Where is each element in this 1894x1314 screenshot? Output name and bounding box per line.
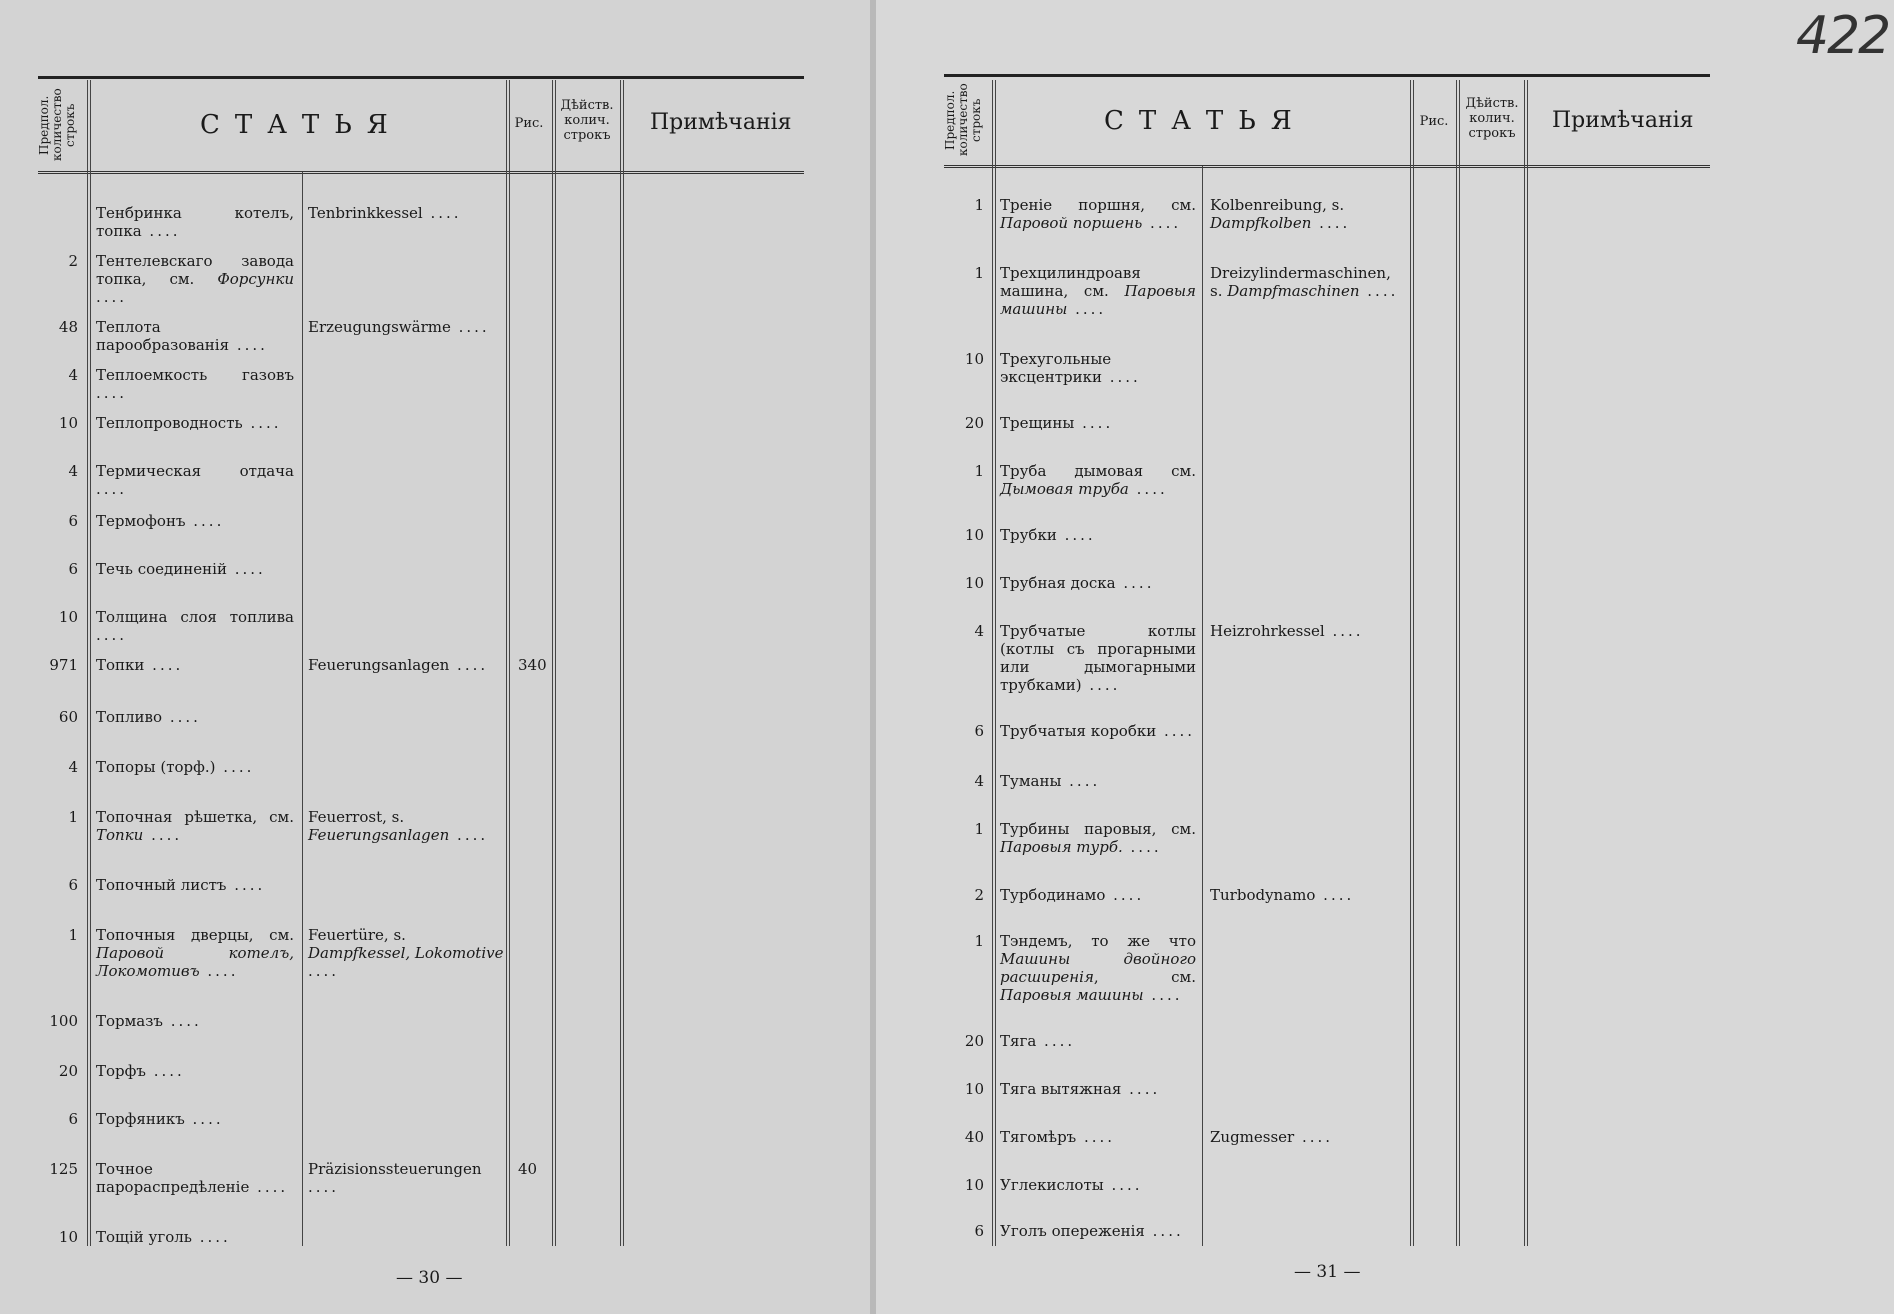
- row-article: [96, 560, 294, 578]
- row-count: 2: [974, 886, 984, 904]
- row-count: 10: [964, 1176, 984, 1194]
- row-article: [1000, 772, 1196, 790]
- german-text: Zugmesser: [1210, 1128, 1295, 1146]
- row-german: [1210, 886, 1406, 904]
- article-text: Уголъ опереженія: [1000, 1222, 1145, 1240]
- row-count: 40: [964, 1128, 984, 1146]
- row-article: [1000, 1032, 1196, 1050]
- row-article: [1000, 196, 1196, 232]
- right-header-qty: Предпол. количество строкъ: [943, 83, 983, 157]
- article-text: Толщина слоя топлива: [96, 608, 294, 626]
- article-text: Теплота парообразованія: [96, 318, 230, 354]
- row-article: [1000, 1128, 1196, 1146]
- article-text: Топливо: [96, 708, 163, 726]
- german-text: Präzisionssteuerungen: [308, 1160, 482, 1178]
- handwritten-page-number: 422: [1796, 6, 1890, 66]
- row-count: 1: [974, 264, 984, 282]
- right-page-number: — 31 —: [1294, 1262, 1361, 1282]
- article-text: Теплопроводность: [96, 414, 243, 432]
- left-top-rule: [38, 76, 804, 79]
- leader-dots: ....: [1076, 1128, 1116, 1146]
- row-count: 125: [49, 1160, 78, 1178]
- right-top-rule: [944, 74, 1710, 77]
- article-text: Точное парораспредѣленіе: [96, 1160, 250, 1196]
- article-text: Треніе поршня, см.: [1000, 196, 1196, 214]
- article-text: Трехцилиндроавя машина, см.: [1000, 264, 1141, 300]
- row-article: [96, 1012, 294, 1030]
- row-article: [1000, 886, 1196, 904]
- leader-dots: ....: [450, 318, 490, 336]
- row-count: 4: [68, 758, 78, 776]
- article-reference: Паровой поршень: [1000, 214, 1143, 232]
- article-text: Топочная рѣшетка, см.: [96, 808, 294, 826]
- article-text: Углекислоты: [1000, 1176, 1104, 1194]
- leader-dots: ....: [185, 512, 225, 530]
- left-header-actual: Дѣйств. колич. строкъ: [560, 98, 614, 143]
- row-german: [308, 1160, 504, 1196]
- row-article: [96, 1160, 294, 1196]
- row-article: [1000, 414, 1196, 432]
- leader-dots: ....: [145, 1062, 185, 1080]
- article-text: Тяга: [1000, 1032, 1037, 1050]
- row-article: [1000, 574, 1196, 592]
- leader-dots: ....: [1081, 676, 1121, 694]
- row-article: [96, 656, 294, 674]
- right-vline-actual: [1456, 80, 1460, 1246]
- leader-dots: ....: [1115, 574, 1155, 592]
- left-vline-german: [302, 172, 303, 1246]
- row-count: 1: [974, 820, 984, 838]
- article-text: Топоры (торф.): [96, 758, 216, 776]
- row-article: [1000, 1176, 1196, 1194]
- german-text: Feuerungsanlagen: [308, 656, 450, 674]
- article-reference: Паровыя турб.: [1000, 838, 1123, 856]
- row-count: 6: [68, 560, 78, 578]
- leader-dots: ....: [422, 204, 462, 222]
- leader-dots: ....: [308, 962, 340, 980]
- row-german: [1210, 196, 1406, 232]
- row-count: 60: [58, 708, 78, 726]
- row-article: [1000, 264, 1196, 318]
- row-article: [96, 876, 294, 894]
- leader-dots: ....: [1315, 886, 1355, 904]
- row-count: 10: [58, 1228, 78, 1246]
- german-text: Dreizylindermaschinen, s.: [1210, 264, 1391, 300]
- article-reference: Машины двойного расширенія: [1000, 950, 1196, 986]
- row-article: [96, 512, 294, 530]
- row-count: 6: [974, 1222, 984, 1240]
- leader-dots: ....: [449, 656, 489, 674]
- left-header-fig: Рис.: [514, 116, 544, 131]
- row-article: [96, 366, 294, 402]
- leader-dots: ....: [1311, 214, 1351, 232]
- article-reference: Паровой котелъ, Локомотивъ: [96, 944, 294, 980]
- leader-dots: ....: [226, 560, 266, 578]
- left-page-number: — 30 —: [396, 1268, 463, 1288]
- row-count: 6: [974, 722, 984, 740]
- leader-dots: ....: [162, 708, 201, 726]
- row-count: 10: [964, 1080, 984, 1098]
- left-vline-qty: [87, 80, 91, 1246]
- leader-dots: ....: [1294, 1128, 1334, 1146]
- row-count: 4: [68, 462, 78, 480]
- leader-dots: ....: [96, 288, 128, 306]
- right-header-article: СТАТЬЯ: [1104, 106, 1307, 136]
- article-text: Труба дымовая см.: [1000, 462, 1196, 480]
- row-article: [96, 926, 294, 980]
- left-header-notes: Примѣчанія: [650, 110, 792, 135]
- german-text: Heizrohrkessel: [1210, 622, 1325, 640]
- leader-dots: ....: [449, 826, 489, 844]
- leader-dots: ....: [1128, 480, 1168, 498]
- article-reference: Топки: [96, 826, 144, 844]
- article-reference-2: Паровыя машины: [1000, 986, 1144, 1004]
- row-count: 10: [58, 608, 78, 626]
- row-article: [96, 318, 294, 354]
- article-text: Трехугольные эксцентрики: [1000, 350, 1112, 386]
- row-german: [308, 318, 504, 336]
- article-text: Течь соединеній: [96, 560, 227, 578]
- row-article: [96, 414, 294, 432]
- row-count: 10: [964, 350, 984, 368]
- left-header-rule: [38, 171, 804, 174]
- leader-dots: ....: [1036, 1032, 1076, 1050]
- article-text: Топочный листъ: [96, 876, 227, 894]
- german-text: Kolbenreibung, s.: [1210, 196, 1345, 214]
- row-figure-count: 40: [518, 1160, 538, 1178]
- row-count: 1: [68, 926, 78, 944]
- leader-dots: ....: [1101, 368, 1141, 386]
- leader-dots: ....: [96, 384, 128, 402]
- german-text: Turbodynamo: [1210, 886, 1316, 904]
- leader-dots: ....: [191, 1228, 231, 1246]
- article-text: Трубчатые котлы (котлы съ прогарными или дымогарными трубками): [1000, 622, 1196, 694]
- article-text: Трубчатыя коробки: [1000, 722, 1157, 740]
- article-text: Теплоемкость газовъ: [96, 366, 294, 384]
- article-text-tail: , см.: [1093, 968, 1196, 986]
- row-count: 6: [68, 512, 78, 530]
- row-article: [96, 608, 294, 644]
- leader-dots: ....: [162, 1012, 202, 1030]
- german-reference: Dampfmaschinen: [1227, 282, 1360, 300]
- row-article: [96, 1062, 294, 1080]
- article-text: Топочныя дверцы, см.: [96, 926, 294, 944]
- left-header-qty: Предпол. количество строкъ: [37, 88, 77, 162]
- article-text: Трубки: [1000, 526, 1057, 544]
- leader-dots: ....: [96, 480, 128, 498]
- row-count: 4: [974, 622, 984, 640]
- row-count: 971: [49, 656, 78, 674]
- leader-dots: ....: [215, 758, 255, 776]
- right-header-actual: Дѣйств. колич. строкъ: [1465, 96, 1519, 141]
- row-count: 6: [68, 876, 78, 894]
- row-article: [1000, 1222, 1196, 1240]
- row-count: 48: [58, 318, 78, 336]
- row-german: [308, 656, 504, 674]
- row-figure-count: 340: [518, 656, 547, 674]
- leader-dots: ....: [1074, 414, 1114, 432]
- leader-dots: ....: [143, 826, 183, 844]
- article-text: Топки: [96, 656, 145, 674]
- row-count: 20: [964, 414, 984, 432]
- row-count: 1: [68, 808, 78, 826]
- article-text: Тощій уголь: [96, 1228, 192, 1246]
- article-text: Торфяникъ: [96, 1110, 185, 1128]
- german-text: Feuerrost, s.: [308, 808, 405, 826]
- row-count: 4: [974, 772, 984, 790]
- leader-dots: ....: [199, 962, 239, 980]
- row-article: [96, 758, 294, 776]
- article-text: Турбины паровыя, см.: [1000, 820, 1196, 838]
- row-german: [308, 808, 504, 844]
- german-text: Tenbrinkkessel: [308, 204, 423, 222]
- leader-dots: ....: [1142, 214, 1182, 232]
- row-article: [1000, 622, 1196, 694]
- article-reference: Дымовая труба: [1000, 480, 1129, 498]
- row-article: [1000, 462, 1196, 498]
- row-count: 6: [68, 1110, 78, 1128]
- row-german: [308, 204, 504, 222]
- left-vline-fig: [506, 80, 510, 1246]
- leader-dots: ....: [249, 1178, 289, 1196]
- article-reference: Форсунки: [217, 270, 294, 288]
- leader-dots: ....: [1324, 622, 1364, 640]
- row-count: 100: [49, 1012, 78, 1030]
- row-count: 10: [58, 414, 78, 432]
- german-reference: Dampfkolben: [1210, 214, 1312, 232]
- row-article: [1000, 526, 1196, 544]
- right-header-fig: Рис.: [1419, 114, 1449, 129]
- right-header-notes: Примѣчанія: [1552, 108, 1694, 133]
- row-count: 20: [58, 1062, 78, 1080]
- right-vline-qty: [992, 80, 996, 1246]
- article-text: Термофонъ: [96, 512, 186, 530]
- article-text: Тэндемъ, то же что: [1000, 932, 1196, 950]
- german-text: Erzeugungswärme: [308, 318, 451, 336]
- row-article: [96, 1228, 294, 1246]
- article-text: Трещины: [1000, 414, 1075, 432]
- row-article: [96, 204, 294, 240]
- leader-dots: ....: [1056, 526, 1096, 544]
- row-german: [308, 926, 504, 980]
- row-article: [96, 462, 294, 498]
- article-text: Турбодинамо: [1000, 886, 1106, 904]
- row-count: 20: [964, 1032, 984, 1050]
- german-reference: Dampfkessel, Lokomotive: [308, 944, 504, 962]
- row-count: 10: [964, 574, 984, 592]
- leader-dots: ....: [184, 1110, 224, 1128]
- row-article: [96, 708, 294, 726]
- row-article: [96, 1110, 294, 1128]
- leader-dots: ....: [1103, 1176, 1143, 1194]
- leader-dots: ....: [141, 222, 181, 240]
- row-count: 1: [974, 462, 984, 480]
- right-vline-notes: [1524, 80, 1528, 1246]
- german-reference: Feuerungsanlagen: [308, 826, 450, 844]
- article-text: Тягомѣръ: [1000, 1128, 1077, 1146]
- row-count: 4: [68, 366, 78, 384]
- row-german: [1210, 1128, 1406, 1146]
- left-vline-actual: [552, 80, 556, 1246]
- row-article: [96, 252, 294, 306]
- right-header-rule: [944, 165, 1710, 168]
- row-article: [1000, 722, 1196, 740]
- row-german: [1210, 264, 1406, 300]
- row-article: [96, 808, 294, 844]
- article-text: Трубная доска: [1000, 574, 1116, 592]
- article-text: Тенбринка котелъ, топка: [96, 204, 294, 240]
- leader-dots: ....: [1144, 1222, 1184, 1240]
- row-count: 1: [974, 196, 984, 214]
- row-article: [1000, 350, 1196, 386]
- row-count: 1: [974, 932, 984, 950]
- left-header-article: СТАТЬЯ: [200, 110, 403, 140]
- row-german: [1210, 622, 1406, 640]
- leader-dots: ....: [1359, 282, 1399, 300]
- leader-dots: ....: [1067, 300, 1107, 318]
- left-vline-notes: [620, 80, 624, 1246]
- leader-dots: ....: [308, 1178, 340, 1196]
- leader-dots: ....: [1156, 722, 1196, 740]
- leader-dots: ....: [242, 414, 282, 432]
- row-count: 2: [68, 252, 78, 270]
- article-text: Тормазъ: [96, 1012, 163, 1030]
- leader-dots: ....: [96, 626, 128, 644]
- row-count: 10: [964, 526, 984, 544]
- row-article: [1000, 820, 1196, 856]
- leader-dots: ....: [1105, 886, 1145, 904]
- article-text: Тяга вытяжная: [1000, 1080, 1122, 1098]
- article-reference: Паровыя машины: [1000, 282, 1196, 318]
- row-article: [1000, 932, 1196, 1004]
- leader-dots: ....: [144, 656, 184, 674]
- leader-dots: ....: [229, 336, 268, 354]
- article-text: Тентелевскаго завода топка, см.: [96, 252, 294, 288]
- leader-dots: ....: [1122, 838, 1162, 856]
- article-text: Термическая отдача: [96, 462, 294, 480]
- leader-dots: ....: [226, 876, 266, 894]
- row-article: [1000, 1080, 1196, 1098]
- article-text: Торфъ: [96, 1062, 146, 1080]
- german-text: Feuertüre, s.: [308, 926, 406, 944]
- leader-dots: ....: [1143, 986, 1183, 1004]
- right-vline-fig: [1410, 80, 1414, 1246]
- article-text: Туманы: [1000, 772, 1062, 790]
- leader-dots: ....: [1061, 772, 1101, 790]
- leader-dots: ....: [1121, 1080, 1161, 1098]
- right-vline-german: [1202, 166, 1203, 1246]
